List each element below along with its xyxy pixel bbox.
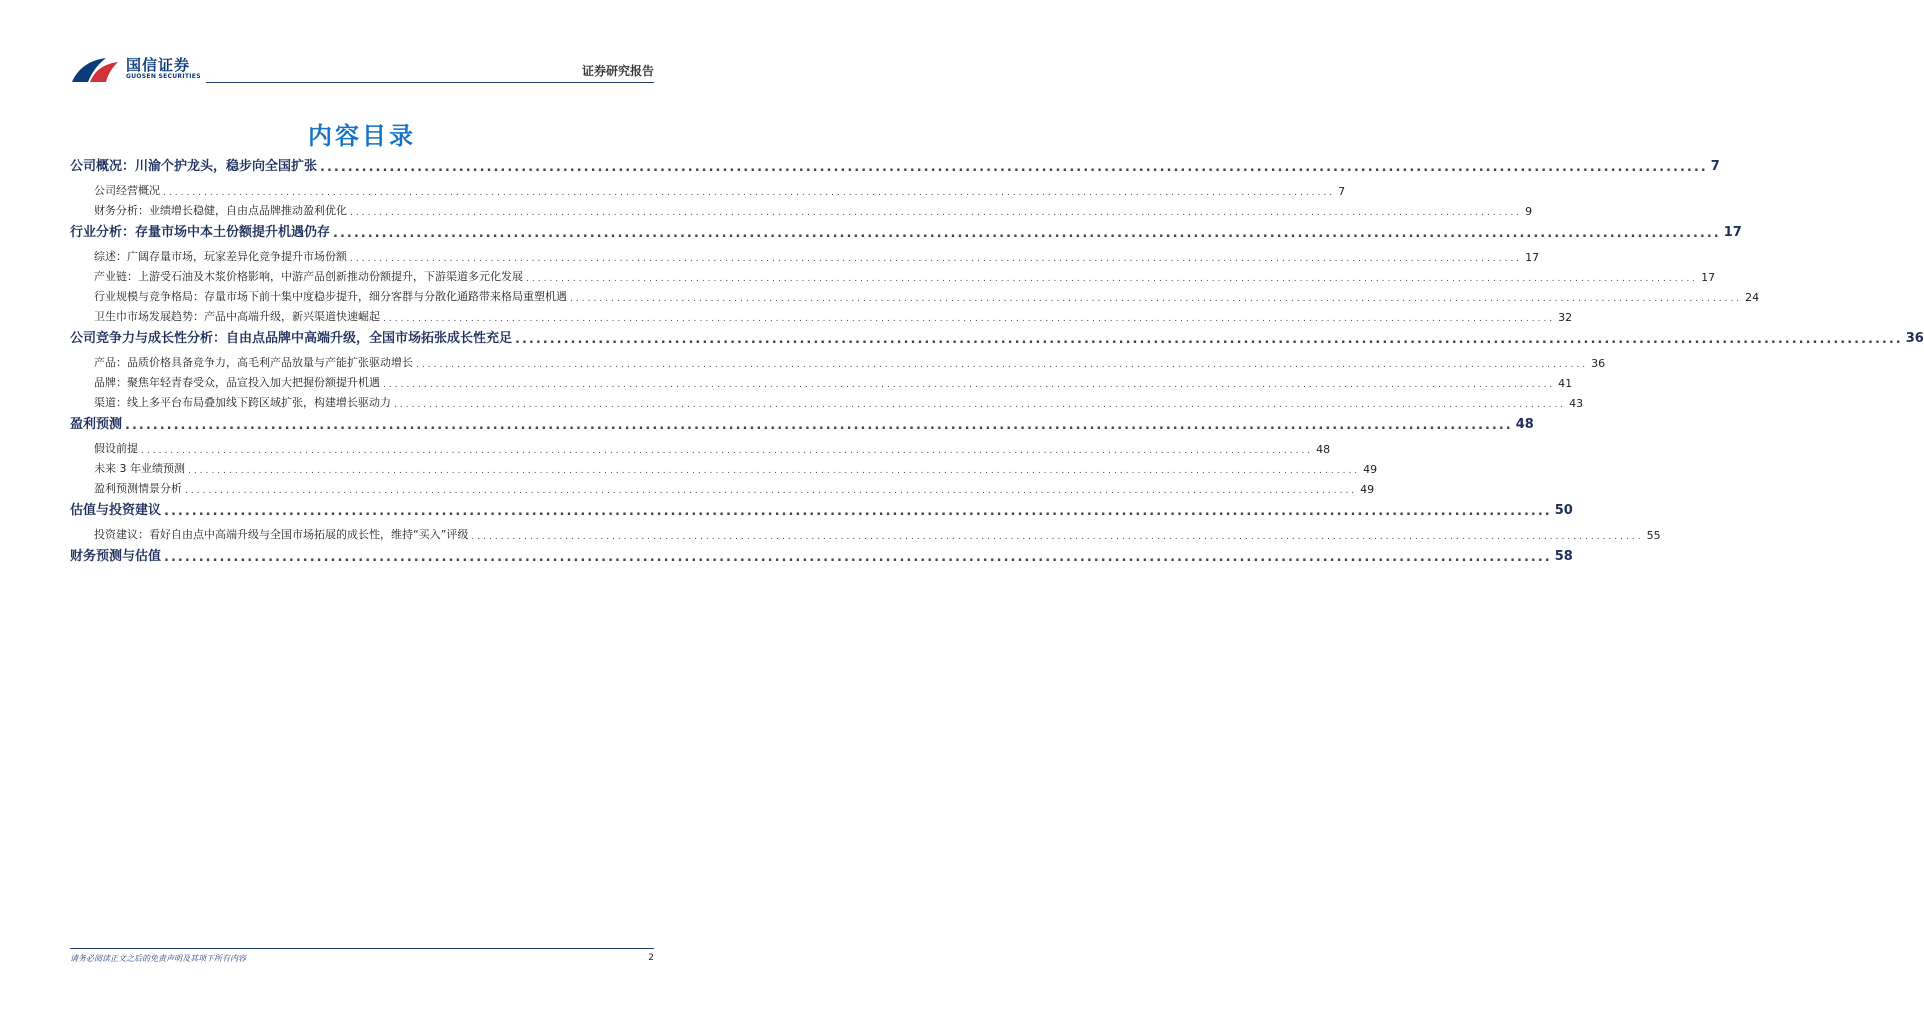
toc-entry-page: 9 — [1525, 205, 1533, 218]
toc-dot-leader: ........................................................................................................................................................................................................ — [350, 254, 1523, 264]
toc-subsection-entry[interactable] — [70, 284, 1760, 304]
page-number: 2 — [648, 953, 654, 963]
toc-entry-page: 24 — [1745, 291, 1760, 304]
toc-subsection-entry[interactable] — [70, 350, 1606, 370]
toc-section-entry[interactable] — [70, 326, 1924, 347]
toc-entry-label: 产业链：上游受石油及木浆价格影响，中游产品创新推动份额提升，下游渠道多元化发展 — [94, 270, 523, 283]
footer-divider — [70, 948, 654, 949]
toc-dot-leader: ........................................................................................................................................................................................................ — [471, 532, 1644, 542]
toc-entry-page: 49 — [1363, 463, 1378, 476]
toc-dot-leader: ........................................................................................................................................................................................................ — [125, 418, 1513, 433]
toc-dot-leader: ........................................................................................................................................................................................................ — [350, 208, 1523, 218]
toc-entry-label: 盈利预测情景分析 — [94, 482, 182, 495]
toc-subsection-entry[interactable] — [70, 198, 1533, 218]
report-type-label: 证券研究报告 — [581, 64, 654, 78]
toc-entry-label: 行业规模与竞争格局：存量市场下前十集中度稳步提升，细分客群与分散化通路带来格局重塑机遇 — [94, 290, 567, 303]
toc-section-entry[interactable] — [70, 498, 1573, 519]
toc-entry-page: 17 — [1723, 225, 1742, 240]
toc-dot-leader: ........................................................................................................................................................................................................ — [515, 332, 1903, 347]
toc-entry-page: 7 — [1338, 185, 1346, 198]
toc-subsection-entry[interactable] — [70, 264, 1716, 284]
toc-section-entry[interactable] — [70, 544, 1573, 565]
toc-subsection-entry[interactable] — [70, 304, 1573, 324]
toc-entry-page: 36 — [1905, 331, 1924, 346]
guosen-logo — [70, 52, 210, 88]
toc-dot-leader: ........................................................................................................................................................................................................ — [333, 226, 1721, 241]
toc-dot-leader: ........................................................................................................................................................................................................ — [570, 294, 1743, 304]
toc-subsection-entry[interactable] — [70, 244, 1540, 264]
toc-entry-page: 48 — [1515, 417, 1534, 432]
toc-entry-label: 公司竞争力与成长性分析：自由点品牌中高端升级，全国市场拓张成长性充足 — [70, 331, 513, 346]
toc-dot-leader: ........................................................................................................................................................................................................ — [394, 400, 1567, 410]
toc-subsection-entry[interactable] — [70, 370, 1573, 390]
toc-section-entry[interactable] — [70, 220, 1742, 241]
toc-dot-leader: ........................................................................................................................................................................................................ — [163, 188, 1336, 198]
toc-entry-page: 41 — [1558, 377, 1573, 390]
toc-entry-page: 7 — [1710, 159, 1720, 174]
toc-entry-page: 50 — [1554, 503, 1573, 518]
footer-disclaimer: 请务必阅读正文之后的免责声明及其项下所有内容 — [70, 954, 246, 963]
toc-entry-label: 财务分析：业绩增长稳健，自由点品牌推动盈利优化 — [94, 204, 347, 217]
toc-dot-leader: ........................................................................................................................................................................................................ — [164, 504, 1552, 519]
toc-dot-leader: ........................................................................................................................................................................................................ — [416, 360, 1589, 370]
toc-entry-label: 品牌：聚焦年轻青春受众，品宣投入加大把握份额提升机遇 — [94, 376, 380, 389]
toc-entry-label: 综述：广阔存量市场，玩家差异化竞争提升市场份额 — [94, 250, 347, 263]
page-title: 内容目录 — [308, 122, 416, 150]
toc-entry-label: 渠道：线上多平台布局叠加线下跨区域扩张，构建增长驱动力 — [94, 396, 391, 409]
toc-entry-page: 49 — [1360, 483, 1375, 496]
toc-entry-page: 48 — [1316, 443, 1331, 456]
toc-entry-page: 32 — [1558, 311, 1573, 324]
header-divider — [206, 82, 654, 83]
logo-text-cn: 国信证券 — [126, 56, 191, 74]
toc-subsection-entry[interactable] — [70, 476, 1375, 496]
toc-subsection-entry[interactable] — [70, 522, 1661, 542]
toc-dot-leader: ........................................................................................................................................................................................................ — [185, 486, 1358, 496]
toc-section-entry[interactable] — [70, 412, 1534, 433]
toc-subsection-entry[interactable] — [70, 178, 1346, 198]
toc-dot-leader: ........................................................................................................................................................................................................ — [141, 446, 1314, 456]
toc-entry-label: 卫生巾市场发展趋势：产品中高端升级，新兴渠道快速崛起 — [94, 310, 380, 323]
toc-dot-leader: ........................................................................................................................................................................................................ — [526, 274, 1699, 284]
toc-entry-label: 公司概况：川渝个护龙头，稳步向全国扩张 — [70, 159, 318, 174]
toc-entry-label: 投资建议：看好自由点中高端升级与全国市场拓展的成长性，维持“买入”评级 — [94, 528, 469, 541]
logo-text-en: GUOSEN SECURITIES — [126, 73, 201, 80]
toc-entry-label: 财务预测与估值 — [70, 549, 162, 564]
toc-entry-page: 43 — [1569, 397, 1584, 410]
toc-entry-label: 假设前提 — [94, 442, 138, 455]
toc-dot-leader: ........................................................................................................................................................................................................ — [383, 380, 1556, 390]
toc-entry-label: 估值与投资建议 — [70, 503, 162, 518]
toc-dot-leader: ........................................................................................................................................................................................................ — [383, 314, 1556, 324]
toc-entry-page: 55 — [1646, 529, 1661, 542]
toc-subsection-entry[interactable] — [70, 436, 1331, 456]
toc-subsection-entry[interactable] — [70, 390, 1584, 410]
toc-dot-leader: ........................................................................................................................................................................................................ — [164, 550, 1552, 565]
guosen-logo-icon — [70, 52, 120, 86]
toc-entry-page: 17 — [1525, 251, 1540, 264]
toc-subsection-entry[interactable] — [70, 456, 1378, 476]
toc-entry-label: 行业分析：存量市场中本土份额提升机遇仍存 — [70, 225, 331, 240]
toc-entry-page: 36 — [1591, 357, 1606, 370]
toc-entry-label: 公司经营概况 — [94, 184, 160, 197]
toc-dot-leader: ........................................................................................................................................................................................................ — [188, 466, 1361, 476]
toc-entry-page: 17 — [1701, 271, 1716, 284]
toc-dot-leader: ........................................................................................................................................................................................................ — [320, 160, 1708, 175]
toc-entry-label: 产品：品质价格具备竞争力，高毛利产品放量与产能扩张驱动增长 — [94, 356, 413, 369]
toc-entry-label: 盈利预测 — [70, 417, 123, 432]
toc-entry-label: 未来 3 年业绩预测 — [94, 462, 185, 475]
toc-section-entry[interactable] — [70, 154, 1720, 175]
toc-entry-page: 58 — [1554, 549, 1573, 564]
